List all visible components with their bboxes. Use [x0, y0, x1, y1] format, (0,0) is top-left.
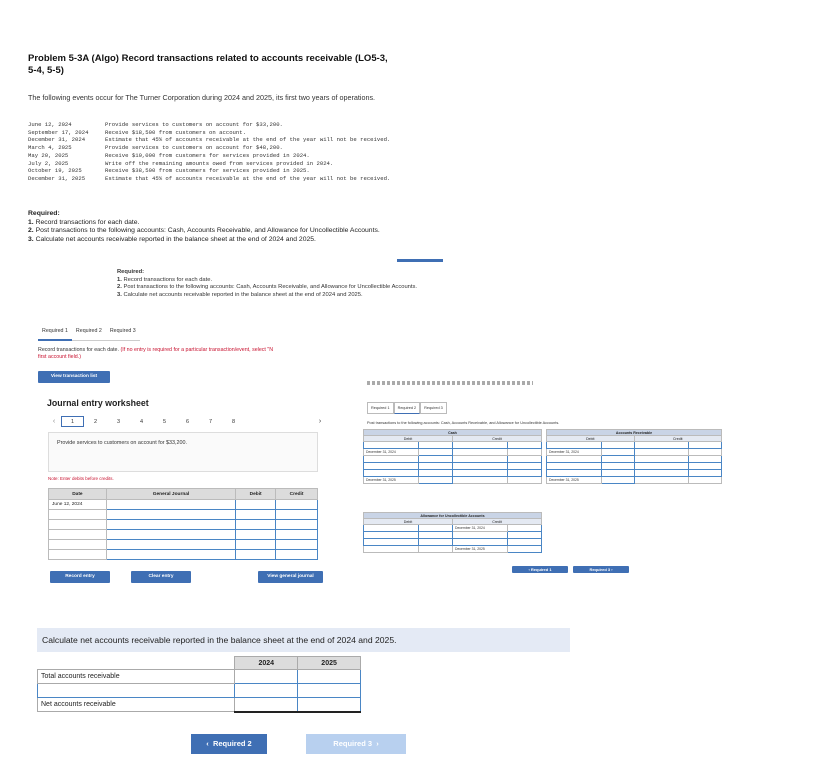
account-name: Cash — [364, 430, 542, 436]
t-input[interactable] — [634, 470, 689, 477]
event-row — [28, 144, 405, 152]
t-input[interactable] — [601, 477, 634, 484]
t-input[interactable] — [453, 442, 508, 449]
debit-field[interactable] — [236, 550, 276, 560]
debit-header: Debit — [364, 519, 453, 525]
account-field[interactable] — [106, 550, 235, 560]
panel-tab-required-2[interactable]: Required 2 — [394, 402, 421, 414]
table-row — [49, 510, 318, 520]
event-desc: Estimate that 45% of accounts receivable at the end of the year will not be received. — [105, 136, 391, 144]
t-input[interactable] — [689, 463, 722, 470]
page-6[interactable]: 6 — [185, 418, 190, 425]
balance-label: December 31, 2025 — [453, 546, 508, 553]
problem-intro: The following events occur for The Turner Corporation during 2024 and 2025, its first two years of operations. — [28, 93, 376, 102]
t-input[interactable] — [601, 449, 634, 456]
required-item: 1. Record transactions for each date. — [117, 276, 213, 283]
journal-entry-table — [48, 488, 318, 560]
net-ar-2025-input[interactable] — [298, 698, 361, 712]
page-5[interactable]: 5 — [162, 418, 167, 425]
debit-header: Debit — [364, 436, 453, 442]
debit-header: Debit — [547, 436, 635, 442]
col-debit: Debit — [236, 489, 276, 500]
required-section-copy — [117, 269, 447, 299]
event-row — [28, 160, 405, 168]
debit-credit-note: Note: Enter debits before credits. — [48, 476, 114, 481]
event-desc: Receive $10,000 from customers for services provided in 2024. — [105, 151, 310, 159]
t-input[interactable] — [547, 470, 602, 477]
tab-instruction: Record transactions for each date. (If no entry is required for a particular transaction/event, select "N first account field.) — [38, 347, 274, 360]
t-input[interactable] — [689, 442, 722, 449]
event-desc: Receive $18,500 from customers on account. — [105, 128, 246, 136]
t-account-cash — [363, 429, 542, 484]
event-desc: Provide services to customers on account for $33,200. — [105, 121, 283, 128]
required-item: 3. Calculate net accounts receivable reported in the balance sheet at the end of 2024 and 2025. — [28, 235, 316, 243]
t-input[interactable] — [634, 442, 689, 449]
total-ar-2025-input[interactable] — [298, 670, 361, 684]
required-section — [28, 210, 408, 244]
t-input[interactable] — [453, 463, 508, 470]
debit-field[interactable] — [236, 500, 276, 510]
required-item: 2. Post transactions to the following accounts: Cash, Accounts Receivable, and Allowance for Uncollectible Accounts. — [28, 227, 380, 235]
table-row — [49, 540, 318, 550]
required-item: 3. Calculate net accounts receivable reported in the balance sheet at the end of 2024 and 2025. — [117, 291, 363, 298]
table-row — [49, 520, 318, 530]
t-input[interactable] — [419, 470, 453, 477]
t-input[interactable] — [547, 463, 602, 470]
row-label-input[interactable] — [38, 684, 235, 698]
page-3[interactable]: 3 — [116, 418, 121, 425]
credit-field[interactable] — [276, 530, 318, 540]
next-required-button[interactable]: Required 3 › — [306, 734, 406, 754]
t-input[interactable] — [419, 463, 453, 470]
panel-instruction: Post transactions to the following accounts: Cash, Accounts Receivable, and Allowance for Uncollectible Accounts. — [367, 421, 560, 425]
balance-label: December 31, 2024 — [547, 449, 602, 456]
event-row — [28, 121, 405, 129]
balance-label: December 31, 2025 — [364, 477, 419, 484]
event-desc: Provide services to customers on account for $48,200. — [105, 144, 283, 152]
table-row — [38, 684, 361, 698]
t-input[interactable] — [419, 442, 453, 449]
t-input[interactable] — [508, 470, 542, 477]
col-date: Date — [49, 489, 107, 500]
t-input[interactable] — [419, 449, 453, 456]
t-input[interactable] — [634, 456, 689, 463]
credit-field[interactable] — [276, 510, 318, 520]
t-input[interactable] — [508, 532, 542, 539]
panel-tab-required-3[interactable]: Required 3 — [420, 402, 447, 414]
t-input[interactable] — [547, 442, 602, 449]
view-transaction-list-button[interactable]: View transaction list — [38, 371, 110, 383]
credit-header: Credit — [453, 519, 542, 525]
event-date: September 17, 2024 — [28, 128, 89, 136]
chevron-left-icon[interactable]: ‹ — [52, 418, 56, 425]
t-account-allowance — [363, 512, 542, 553]
page-4[interactable]: 4 — [139, 418, 144, 425]
account-field[interactable] — [106, 500, 235, 510]
col-general-journal: General Journal — [106, 489, 235, 500]
t-input[interactable] — [634, 463, 689, 470]
t-input[interactable] — [601, 463, 634, 470]
credit-field[interactable] — [276, 500, 318, 510]
t-input[interactable] — [508, 539, 542, 546]
t-input[interactable] — [508, 525, 542, 532]
panel-next-button[interactable]: Required 3 › — [573, 566, 629, 573]
credit-field[interactable] — [276, 550, 318, 560]
t-input[interactable] — [453, 539, 508, 546]
event-desc: Receive $38,500 from customers for services provided in 2025. — [105, 167, 310, 175]
col-credit: Credit — [276, 489, 318, 500]
panel-prev-button[interactable]: ‹ Required 1 — [512, 566, 568, 573]
t-input[interactable] — [508, 546, 542, 553]
t-input[interactable] — [689, 456, 722, 463]
t-input[interactable] — [419, 539, 453, 546]
entry-date: June 12, 2024 — [49, 500, 107, 510]
required-tabs — [38, 323, 140, 341]
row-label: Net accounts receivable — [38, 698, 235, 712]
t-input[interactable] — [419, 525, 453, 532]
table-row — [38, 670, 361, 684]
debit-field[interactable] — [236, 520, 276, 530]
t-input[interactable] — [689, 470, 722, 477]
calc-instruction: Calculate net accounts receivable reported in the balance sheet at the end of 2024 and 2025. — [37, 628, 570, 652]
balance-label: December 31, 2024 — [453, 525, 508, 532]
event-row — [28, 136, 405, 144]
clear-entry-button[interactable]: Clear entry — [131, 571, 191, 583]
event-date: December 31, 2025 — [28, 174, 86, 182]
event-row — [28, 175, 405, 183]
required-item: 2. Post transactions to the following accounts: Cash, Accounts Receivable, and Allowance for Uncollectible Accounts. — [117, 284, 418, 290]
panel-tabs — [367, 402, 447, 414]
event-row — [28, 129, 405, 137]
t-input[interactable] — [508, 442, 542, 449]
event-date: May 20, 2025 — [28, 151, 69, 159]
t-input[interactable] — [364, 532, 419, 539]
table-row — [38, 698, 361, 712]
t-input[interactable] — [508, 463, 542, 470]
debit-field[interactable] — [236, 540, 276, 550]
debit-field[interactable] — [236, 510, 276, 520]
tab-required-3[interactable]: Required 3 — [106, 323, 140, 341]
t-input[interactable] — [419, 532, 453, 539]
tab-required-1[interactable]: Required 1 — [38, 323, 72, 341]
event-date: June 12, 2024 — [28, 121, 72, 128]
t-input[interactable] — [419, 477, 453, 484]
event-desc: Write off the remaining amounts owed from services provided in 2024. — [105, 159, 334, 167]
account-field[interactable] — [106, 540, 235, 550]
t-input[interactable] — [364, 539, 419, 546]
credit-header: Credit — [634, 436, 721, 442]
balance-label: December 31, 2024 — [364, 449, 419, 456]
col-2025: 2025 — [298, 657, 361, 670]
page-1[interactable]: 1 — [61, 416, 84, 427]
t-input[interactable] — [364, 456, 419, 463]
t-input[interactable] — [601, 442, 634, 449]
t-account-accounts-receivable — [546, 429, 722, 484]
scroll-indicator — [397, 259, 443, 262]
credit-field[interactable] — [276, 520, 318, 530]
view-general-journal-button[interactable]: View general journal — [258, 571, 323, 583]
row-label: Total accounts receivable — [38, 670, 235, 684]
t-input[interactable] — [364, 525, 419, 532]
page-8[interactable]: 8 — [231, 418, 236, 425]
events-list — [28, 121, 405, 183]
t-input[interactable] — [508, 456, 542, 463]
net-ar-2024-input[interactable] — [235, 698, 298, 712]
account-field[interactable] — [106, 510, 235, 520]
required-item: 1. Record transactions for each date. — [28, 218, 140, 226]
panel-header-text — [367, 381, 533, 385]
account-field[interactable] — [106, 520, 235, 530]
col-2024: 2024 — [235, 657, 298, 670]
t-input[interactable] — [453, 532, 508, 539]
event-date: December 31, 2024 — [28, 136, 86, 144]
page-7[interactable]: 7 — [208, 418, 213, 425]
tab-required-2[interactable]: Required 2 — [72, 323, 106, 341]
table-row — [49, 550, 318, 560]
event-date: March 4, 2025 — [28, 144, 72, 152]
t-input[interactable] — [364, 442, 419, 449]
event-row — [28, 152, 405, 160]
net-ar-table — [37, 656, 361, 713]
amount-2025-input[interactable] — [298, 684, 361, 698]
required-heading: Required: — [117, 269, 145, 275]
journal-worksheet-title: Journal entry worksheet — [47, 398, 149, 408]
chevron-right-icon[interactable]: › — [318, 418, 322, 425]
event-date: July 2, 2025 — [28, 159, 69, 167]
record-entry-button[interactable]: Record entry — [50, 571, 110, 583]
debit-field[interactable] — [236, 530, 276, 540]
t-input[interactable] — [453, 470, 508, 477]
t-input[interactable] — [364, 470, 419, 477]
credit-field[interactable] — [276, 540, 318, 550]
t-input[interactable] — [547, 456, 602, 463]
balance-label: December 31, 2025 — [547, 477, 602, 484]
journal-pager — [47, 415, 327, 428]
amount-2024-input[interactable] — [235, 684, 298, 698]
account-name: Accounts Receivable — [547, 430, 722, 436]
transaction-description: Provide services to customers on account for $33,200. — [48, 432, 318, 472]
event-date: October 19, 2025 — [28, 167, 82, 175]
t-input[interactable] — [419, 456, 453, 463]
problem-title: Problem 5-3A (Algo) Record transactions related to accounts receivable (LO5-3, 5-4, 5-5) — [28, 53, 388, 76]
event-desc: Estimate that 45% of accounts receivable at the end of the year will not be received. — [105, 174, 391, 182]
t-input[interactable] — [453, 456, 508, 463]
credit-header: Credit — [453, 436, 542, 442]
t-input[interactable] — [601, 456, 634, 463]
t-input[interactable] — [601, 470, 634, 477]
table-row — [49, 500, 318, 510]
account-name: Allowance for Uncollectible Accounts — [364, 513, 542, 519]
account-field[interactable] — [106, 530, 235, 540]
page-2[interactable]: 2 — [93, 418, 98, 425]
prev-required-button[interactable]: ‹ Required 2 — [191, 734, 267, 754]
total-ar-2024-input[interactable] — [235, 670, 298, 684]
t-input[interactable] — [364, 463, 419, 470]
required-heading: Required: — [28, 210, 60, 217]
panel-tab-required-1[interactable]: Required 1 — [367, 402, 394, 414]
event-row — [28, 167, 405, 175]
table-row — [49, 530, 318, 540]
